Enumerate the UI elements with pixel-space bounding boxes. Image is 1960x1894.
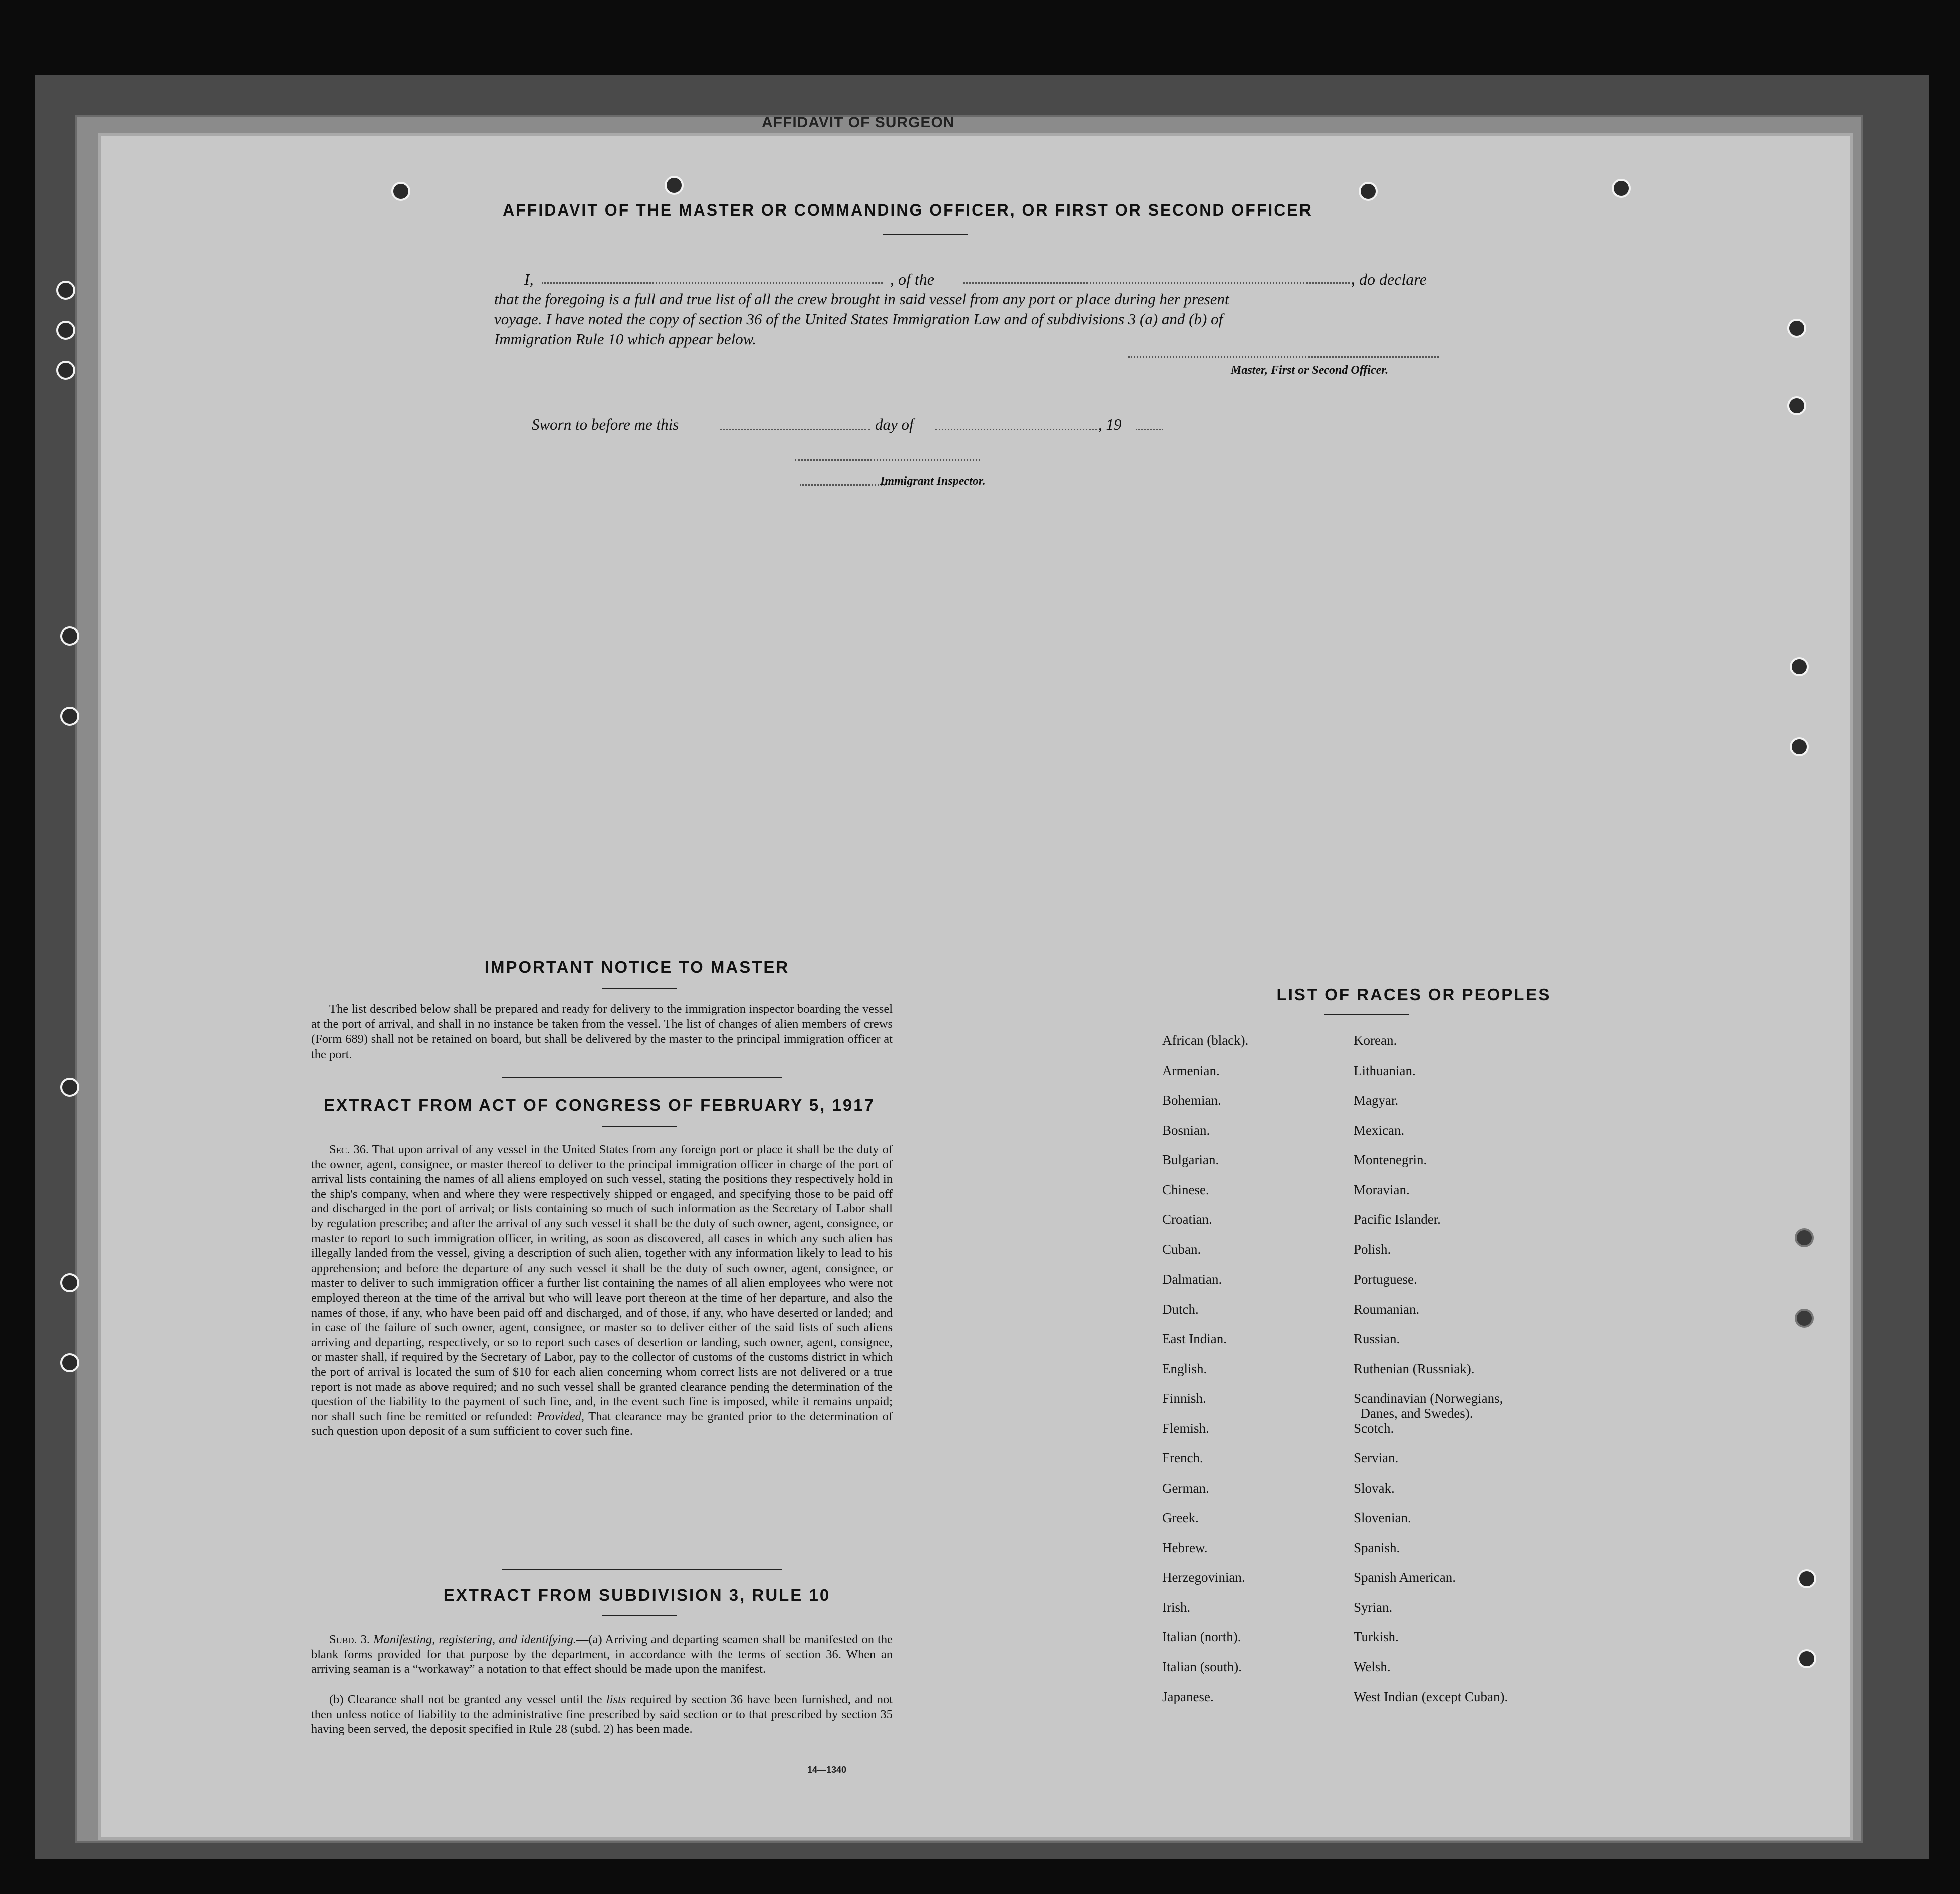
subdivision-a-text bbox=[311, 1632, 893, 1677]
sworn-day-blank[interactable] bbox=[720, 429, 870, 430]
race-item: Syrian. bbox=[1354, 1599, 1393, 1615]
subd-a-label: —(a) bbox=[576, 1633, 602, 1646]
affidavit-i-label: I, bbox=[524, 270, 534, 288]
race-item: Italian (north). bbox=[1162, 1629, 1241, 1644]
race-item: Turkish. bbox=[1354, 1629, 1399, 1644]
form-code: 14—1340 bbox=[807, 1765, 847, 1775]
race-item: Roumanian. bbox=[1354, 1301, 1420, 1317]
punch-hole-icon bbox=[1797, 1649, 1816, 1668]
subd-label: Subd. 3. bbox=[329, 1633, 370, 1646]
affidavit-of-the-label: , of the bbox=[890, 270, 934, 288]
race-item: Korean. bbox=[1354, 1033, 1397, 1048]
binder-hole-icon bbox=[60, 1273, 79, 1292]
subd-b-lists: lists bbox=[606, 1693, 626, 1706]
race-item: Slovak. bbox=[1354, 1480, 1395, 1496]
sworn-label: Sworn to before me this bbox=[532, 415, 679, 433]
inspector-label: Immigrant Inspector. bbox=[880, 475, 986, 488]
race-item: Scandinavian (Norwegians, Danes, and Swedes). bbox=[1354, 1391, 1503, 1421]
inspector-signature-blank[interactable] bbox=[795, 459, 980, 461]
race-item: African (black). bbox=[1162, 1033, 1249, 1048]
race-item: Russian. bbox=[1354, 1331, 1400, 1346]
punch-hole-icon bbox=[1797, 1569, 1816, 1588]
affidavit-title: AFFIDAVIT OF THE MASTER OR COMMANDING OFFICER, OR FIRST OR SECOND OFFICER bbox=[503, 201, 1313, 219]
punch-hole-icon bbox=[1795, 1309, 1814, 1328]
notice-divider bbox=[502, 1077, 782, 1078]
race-item: Bulgarian. bbox=[1162, 1152, 1219, 1167]
race-item: Magyar. bbox=[1354, 1093, 1399, 1108]
race-item: Dalmatian. bbox=[1162, 1272, 1222, 1287]
punch-hole-icon bbox=[1787, 396, 1806, 415]
extract-act-title: EXTRACT FROM ACT OF CONGRESS OF FEBRUARY 5, 1917 bbox=[324, 1096, 875, 1114]
race-item: Cuban. bbox=[1162, 1241, 1201, 1257]
punch-hole-icon bbox=[1790, 737, 1809, 756]
binder-hole-icon bbox=[60, 626, 79, 646]
race-item: Bosnian. bbox=[1162, 1122, 1210, 1138]
races-title: LIST OF RACES OR PEOPLES bbox=[1276, 985, 1551, 1004]
affidavit-line-2: that the foregoing is a full and true list of all the crew brought in said vessel from any port or place during her present bbox=[494, 290, 1229, 308]
punch-hole-icon bbox=[1795, 1228, 1814, 1247]
extract-rule-rule bbox=[602, 1615, 677, 1616]
background-page-title: AFFIDAVIT OF SURGEON bbox=[762, 114, 955, 131]
race-item: Portuguese. bbox=[1354, 1272, 1417, 1287]
binder-hole-icon bbox=[56, 281, 75, 300]
race-item: Chinese. bbox=[1162, 1182, 1209, 1197]
section-36-end: That clearance may be granted prior to the determination of such question upon deposit of a sum sufficient to cover such fine. bbox=[311, 1409, 893, 1438]
race-item: Mexican. bbox=[1354, 1122, 1405, 1138]
extract-rule-title: EXTRACT FROM SUBDIVISION 3, RULE 10 bbox=[443, 1586, 831, 1604]
race-item: Spanish American. bbox=[1354, 1570, 1456, 1585]
extract-act-rule bbox=[602, 1126, 677, 1127]
notice-rule bbox=[602, 988, 677, 989]
affidavit-line-4: Immigration Rule 10 which appear below. bbox=[494, 330, 756, 348]
inspector-signature-blank-2[interactable] bbox=[800, 484, 885, 486]
subd-b-body-1: Clearance shall not be granted any vessel until the bbox=[347, 1693, 602, 1706]
subd-heading: Manifesting, registering, and identifying. bbox=[373, 1633, 576, 1646]
year-label: , 19 bbox=[1098, 415, 1122, 433]
race-item: West Indian (except Cuban). bbox=[1354, 1689, 1508, 1704]
section-label: Sec. 36. bbox=[329, 1143, 369, 1156]
race-item: Pacific Islander. bbox=[1354, 1212, 1441, 1227]
sworn-year-blank[interactable] bbox=[1136, 429, 1163, 430]
race-item: Scotch. bbox=[1354, 1420, 1394, 1436]
sworn-month-blank[interactable] bbox=[935, 429, 1101, 430]
race-item: Welsh. bbox=[1354, 1659, 1391, 1674]
race-item: Dutch. bbox=[1162, 1301, 1199, 1317]
provided-label: Provided, bbox=[536, 1409, 584, 1423]
binder-hole-icon bbox=[60, 1078, 79, 1097]
race-item: Lithuanian. bbox=[1354, 1063, 1416, 1078]
races-rule bbox=[1324, 1014, 1409, 1015]
race-item: Finnish. bbox=[1162, 1391, 1206, 1406]
affidavit-page bbox=[98, 133, 1853, 1840]
race-item: German. bbox=[1162, 1480, 1209, 1496]
race-item: Servian. bbox=[1354, 1450, 1399, 1465]
binder-hole-icon bbox=[56, 321, 75, 340]
race-item: Ruthenian (Russniak). bbox=[1354, 1361, 1475, 1376]
race-item: Armenian. bbox=[1162, 1063, 1220, 1078]
subd-a-body: Arriving and departing seamen shall be manifested on the blank forms provided for that purpose by the department, in accordance with the terms of section 36. When an arriving seaman is a “workaway” a notation to that effect should be made upon the manifest. bbox=[311, 1633, 893, 1676]
name-blank-field[interactable] bbox=[542, 282, 883, 284]
title-rule bbox=[883, 234, 968, 235]
extract-act-divider bbox=[502, 1569, 782, 1570]
race-item: Bohemian. bbox=[1162, 1093, 1221, 1108]
binder-hole-icon bbox=[56, 361, 75, 380]
signature-blank-field[interactable] bbox=[1128, 356, 1439, 358]
race-item: Irish. bbox=[1162, 1599, 1191, 1615]
notice-text: The list described below shall be prepared and ready for delivery to the immigration inspector boarding the vessel at the port of arrival, and shall in no instance be taken from the vessel. The list of changes of alien members of crews (Form 689) shall not be retained on board, but shall be delivered by the master to the principal immigration officer at the port. bbox=[311, 1002, 893, 1061]
race-item: Herzegovinian. bbox=[1162, 1570, 1245, 1585]
race-item: Slovenian. bbox=[1354, 1510, 1411, 1525]
punch-hole-icon bbox=[665, 176, 684, 195]
subd-b-label: (b) bbox=[329, 1693, 344, 1706]
vessel-blank-field[interactable] bbox=[963, 282, 1354, 284]
signature-label: Master, First or Second Officer. bbox=[1231, 364, 1389, 377]
subd-b-body-2: required by section 36 have been furnished, and not then unless notice of liability to the administrative fine prescribed by said section or to that prescribed by section 35 having been served, the deposit specified in Rule 28 (subd. 2) has been made. bbox=[311, 1693, 893, 1736]
race-item: Italian (south). bbox=[1162, 1659, 1242, 1674]
subdivision-b-text bbox=[311, 1692, 893, 1737]
race-item: Croatian. bbox=[1162, 1212, 1212, 1227]
race-item: Flemish. bbox=[1162, 1420, 1209, 1436]
binder-hole-icon bbox=[60, 1353, 79, 1372]
race-item: Spanish. bbox=[1354, 1540, 1400, 1555]
punch-hole-icon bbox=[1359, 182, 1378, 201]
race-item: Hebrew. bbox=[1162, 1540, 1208, 1555]
race-item: Moravian. bbox=[1354, 1182, 1410, 1197]
race-item: Montenegrin. bbox=[1354, 1152, 1427, 1167]
binder-hole-icon bbox=[60, 707, 79, 726]
race-item: Polish. bbox=[1354, 1241, 1391, 1257]
extract-act-text bbox=[311, 1142, 893, 1439]
affidavit-line-3: voyage. I have noted the copy of section 36 of the United States Immigration Law and of subdivisions 3 (a) and (b) of bbox=[494, 310, 1223, 328]
race-item: French. bbox=[1162, 1450, 1203, 1465]
punch-hole-icon bbox=[391, 182, 410, 201]
race-item: Japanese. bbox=[1162, 1689, 1214, 1704]
punch-hole-icon bbox=[1612, 179, 1631, 198]
punch-hole-icon bbox=[1787, 319, 1806, 338]
race-item: East Indian. bbox=[1162, 1331, 1227, 1346]
day-of-label: day of bbox=[875, 415, 914, 433]
notice-title: IMPORTANT NOTICE TO MASTER bbox=[484, 958, 790, 976]
affidavit-declare-label: , do declare bbox=[1351, 270, 1427, 288]
race-item: Greek. bbox=[1162, 1510, 1199, 1525]
punch-hole-icon bbox=[1790, 657, 1809, 676]
section-36-body: That upon arrival of any vessel in the United States from any foreign port or place it shall be the duty of the owner, agent, consignee, or master thereof to deliver to the principal immigration officer in charge of the port of arrival lists containing the names of all aliens employed on such vessel, stating the positions they respectively hold in the ship's company, when and where they were respectively shipped or engaged, and specifying those to be paid off and discharged in the port of arrival; or lists containing so much of such information as the Secretary of Labor shall by regulation prescribe; and after the arrival of any such vessel it shall be the duty of such owner, agent, consignee, or master to report to such immigration officer, in writing, as soon as discovered, all cases in which any such alien has illegally landed from the vessel, giving a description of such alien, together with any information likely to lead to his apprehension; and before the departure of any such vessel it shall be the duty of such owner, agent, consignee, or master to deliver to such immigration officer a further list containing the names of all alien employees who were not employed thereon at the time of the arrival but who will leave port thereon at the time of her departure, and also the names of those, if any, who have been paid off and discharged, and of those, if any, who have deserted or landed; and in case of the failure of such owner, agent, consignee, or master so to deliver either of the said lists of such aliens arriving and departing, respectively, or so to report such cases of desertion or landing, such owner, agent, consignee, or master shall, if required by the Secretary of Labor, pay to the collector of customs of the customs district in which the port of arrival is located the sum of $10 for each alien concerning whom correct lists are not delivered or a true report is not made as above required; and no such vessel shall be granted clearance pending the determination of the question of the liability to the payment of such fine, and, in the event such fine is imposed, while it remains unpaid; nor shall such fine be remitted or refunded: bbox=[311, 1143, 893, 1423]
race-item: English. bbox=[1162, 1361, 1207, 1376]
